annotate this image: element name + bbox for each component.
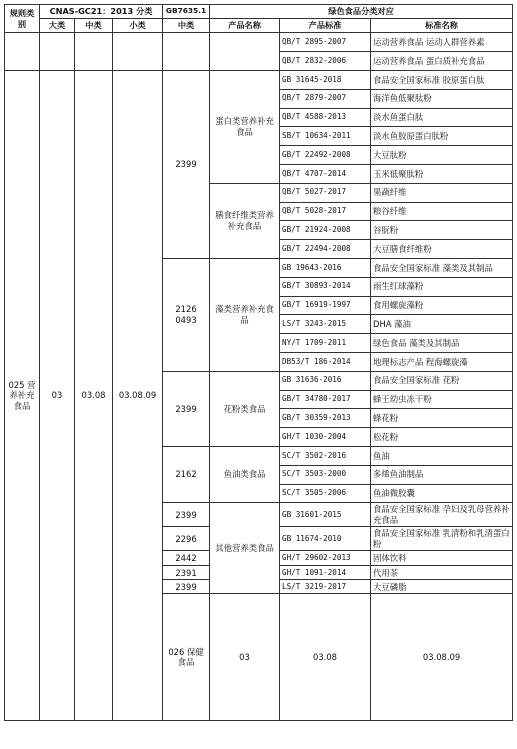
standard-name: 雨生红球藻粉 [371, 277, 513, 296]
standard-code: SC/T 3505-2006 [280, 484, 371, 503]
header-cnas: CNAS-GC21：2013 分类 [40, 5, 163, 19]
table-row [5, 33, 513, 52]
standard-name: 代用茶 [371, 566, 513, 580]
standard-name: 淡水鱼蛋白肽 [371, 108, 513, 127]
gb-code-cell: 2296 [163, 527, 210, 551]
standard-code: GH/T 1091-2014 [280, 566, 371, 580]
standard-code: GB 31636-2016 [280, 371, 371, 390]
header-zhong-lei: 中类 [75, 19, 113, 33]
standard-code: GB/T 22494-2008 [280, 240, 371, 259]
header-green-food: 绿色食品分类对应 [210, 5, 513, 19]
product-name-cell: 蛋白类营养补充食品 [210, 71, 280, 184]
product-name-cell: 其他营养类食品 [210, 503, 280, 594]
zhong-lei-cell: 03.08 [280, 594, 371, 721]
header-gb-code: GB7635.1 [163, 5, 210, 19]
standard-name: 海洋鱼低聚肽粉 [371, 89, 513, 108]
header-xiao-lei: 小类 [113, 19, 163, 33]
standard-code: GB/T 22492-2008 [280, 146, 371, 165]
standard-name: 食品安全国家标准 乳清粉和乳清蛋白粉 [371, 527, 513, 551]
standard-name: 粮谷纤维 [371, 202, 513, 221]
standard-code: QB/T 4707-2014 [280, 164, 371, 183]
da-lei-cell: 03 [40, 71, 75, 721]
gb-code-cell: 2399 [163, 580, 210, 594]
standard-name: 多烯鱼油制品 [371, 465, 513, 484]
standard-name: 食品安全国家标准 孕妇及乳母营养补充食品 [371, 503, 513, 527]
standard-code: QB/T 5028-2017 [280, 202, 371, 221]
header-row-2 [5, 19, 513, 33]
product-name-cell: 鱼油类食品 [210, 446, 280, 502]
standard-code: LS/T 3219-2017 [280, 580, 371, 594]
standard-name: 淡水鱼胶原蛋白肽粉 [371, 127, 513, 146]
gb-code-cell: 2442 [163, 551, 210, 566]
standard-code: QB/T 2879-2007 [280, 89, 371, 108]
standard-code: GH/T 29602-2013 [280, 551, 371, 566]
gb-code-cell: 2126 0493 [163, 258, 210, 371]
standard-code: GB/T 34780-2017 [280, 390, 371, 409]
standard-name: 谷朊粉 [371, 221, 513, 240]
standard-name: 鱼油微胶囊 [371, 484, 513, 503]
standard-name: 食品安全国家标准 胶原蛋白肽 [371, 71, 513, 90]
standard-name: 食品安全国家标准 藻类及其制品 [371, 258, 513, 277]
da-lei-cell: 03 [210, 594, 280, 721]
header-da-lei: 大类 [40, 19, 75, 33]
standard-code: QB/T 2832-2006 [280, 52, 371, 71]
standard-name: 固体饮料 [371, 551, 513, 566]
zhong-lei-cell: 03.08 [75, 71, 113, 721]
gb-code-cell: 2399 [163, 503, 210, 527]
classification-table-page [4, 4, 512, 745]
header-row-1 [5, 5, 513, 19]
standard-code: SC/T 3502-2016 [280, 446, 371, 465]
product-name-cell: 膳食纤维类营养补充食品 [210, 183, 280, 258]
standard-code: QB/T 4588-2013 [280, 108, 371, 127]
standard-name: 食用螺旋藻粉 [371, 296, 513, 315]
gb-code-cell: 2399 [163, 371, 210, 446]
standard-code: GB/T 30359-2013 [280, 409, 371, 428]
xiao-lei-cell: 03.08.09 [113, 71, 163, 721]
standard-name: 蜂花粉 [371, 409, 513, 428]
xiao-lei-cell: 03.08.09 [371, 594, 513, 721]
standard-name: 食品安全国家标准 花粉 [371, 371, 513, 390]
header-standard-name: 标准名称 [371, 19, 513, 33]
standard-code: GB 31645-2018 [280, 71, 371, 90]
standard-name: 鱼油 [371, 446, 513, 465]
standard-code: GB 31601-2015 [280, 503, 371, 527]
standard-name: 运动营养食品 运动人群营养素 [371, 33, 513, 52]
standard-code: GB 11674-2010 [280, 527, 371, 551]
standard-name: 玉米低聚肽粉 [371, 164, 513, 183]
standard-name: DHA 藻油 [371, 315, 513, 334]
standard-code: SB/T 10634-2011 [280, 127, 371, 146]
header-rule-category: 规则类别 [5, 5, 40, 33]
header-product-standard: 产品标准 [280, 19, 371, 33]
standard-code: GB/T 30893-2014 [280, 277, 371, 296]
standard-code: LS/T 3243-2015 [280, 315, 371, 334]
table-row [5, 71, 513, 90]
header-product-name: 产品名称 [210, 19, 280, 33]
product-name-cell: 花粉类食品 [210, 371, 280, 446]
standard-code: GB/T 16919-1997 [280, 296, 371, 315]
standard-code: QB/T 5027-2017 [280, 183, 371, 202]
standard-name: 地理标志产品 程海螺旋藻 [371, 352, 513, 371]
standard-name: 果蔬纤维 [371, 183, 513, 202]
standard-name: 大豆磷脂 [371, 580, 513, 594]
standard-name: 蜂王幼虫冻干粉 [371, 390, 513, 409]
standard-code: GB/T 21924-2008 [280, 221, 371, 240]
standard-code: NY/T 1709-2011 [280, 334, 371, 353]
standard-code: QB/T 2895-2007 [280, 33, 371, 52]
rule-category-026: 026 保健食品 [163, 594, 210, 721]
standard-name: 大豆肽粉 [371, 146, 513, 165]
standard-name: 绿色食品 藻类及其制品 [371, 334, 513, 353]
gb-code-cell: 2162 [163, 446, 210, 502]
classification-table [4, 4, 513, 721]
standard-name: 大豆膳食纤维粉 [371, 240, 513, 259]
standard-name: 松花粉 [371, 428, 513, 447]
rule-category-025: 025 营养补充食品 [5, 71, 40, 721]
standard-code: DB53/T 186-2014 [280, 352, 371, 371]
standard-code: GB 19643-2016 [280, 258, 371, 277]
standard-code: SC/T 3503-2000 [280, 465, 371, 484]
product-name-cell: 藻类营养补充食品 [210, 258, 280, 371]
standard-name: 运动营养食品 蛋白质补充食品 [371, 52, 513, 71]
gb-code-cell: 2391 [163, 566, 210, 580]
header-zhong-lei-2: 中类 [163, 19, 210, 33]
gb-code-cell: 2399 [163, 71, 210, 259]
standard-code: GH/T 1030-2004 [280, 428, 371, 447]
